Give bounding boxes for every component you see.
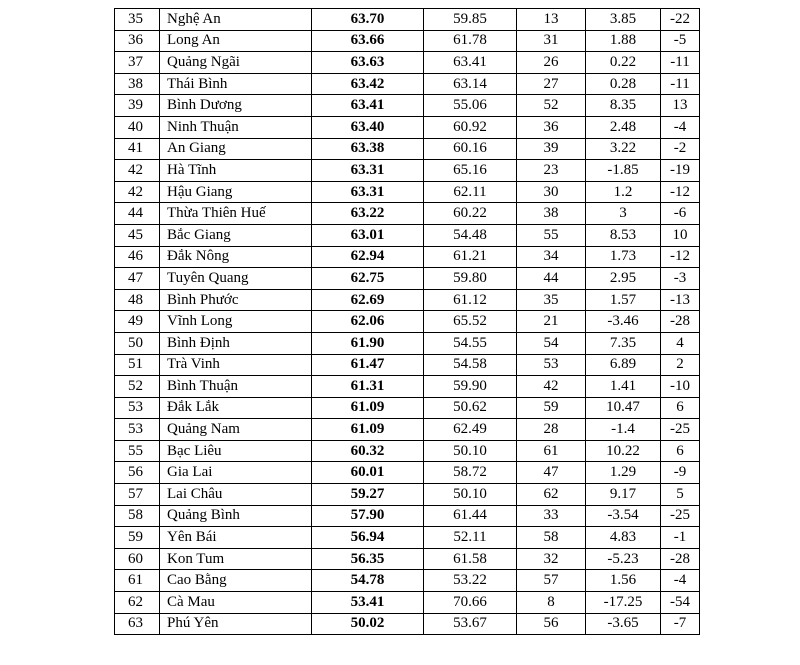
rank-cell: 42 <box>115 160 160 182</box>
table-row <box>115 224 700 246</box>
rank-cell: 53 <box>115 419 160 441</box>
rank-change-cell: 6 <box>661 397 700 419</box>
rank-cell: 46 <box>115 246 160 268</box>
table-row <box>115 181 700 203</box>
score-change-cell: 9.17 <box>586 484 661 506</box>
score-cell: 63.42 <box>312 73 424 95</box>
table-row <box>115 354 700 376</box>
score-change-cell: -1.85 <box>586 160 661 182</box>
rank-change-cell: -13 <box>661 289 700 311</box>
province-name-cell: Kon Tum <box>160 548 312 570</box>
province-name-cell: Quảng Ngãi <box>160 52 312 74</box>
rank-change-cell: -4 <box>661 570 700 592</box>
score-cell: 61.09 <box>312 397 424 419</box>
table-row <box>115 484 700 506</box>
score-cell: 63.41 <box>312 95 424 117</box>
previous-score-cell: 50.10 <box>424 440 517 462</box>
previous-rank-cell: 26 <box>517 52 586 74</box>
table-row <box>115 138 700 160</box>
rank-change-cell: -4 <box>661 116 700 138</box>
rank-cell: 53 <box>115 397 160 419</box>
province-name-cell: An Giang <box>160 138 312 160</box>
province-name-cell: Hậu Giang <box>160 181 312 203</box>
previous-score-cell: 53.67 <box>424 613 517 635</box>
table-row <box>115 52 700 74</box>
score-cell: 53.41 <box>312 592 424 614</box>
score-cell: 54.78 <box>312 570 424 592</box>
previous-score-cell: 61.58 <box>424 548 517 570</box>
rank-change-cell: 6 <box>661 440 700 462</box>
score-change-cell: 7.35 <box>586 332 661 354</box>
previous-score-cell: 52.11 <box>424 527 517 549</box>
province-name-cell: Phú Yên <box>160 613 312 635</box>
score-change-cell: 10.47 <box>586 397 661 419</box>
province-name-cell: Gia Lai <box>160 462 312 484</box>
previous-score-cell: 59.85 <box>424 9 517 31</box>
rank-cell: 52 <box>115 376 160 398</box>
previous-score-cell: 50.62 <box>424 397 517 419</box>
province-name-cell: Bạc Liêu <box>160 440 312 462</box>
previous-score-cell: 61.21 <box>424 246 517 268</box>
table-body <box>115 9 700 635</box>
rank-cell: 56 <box>115 462 160 484</box>
province-name-cell: Bắc Giang <box>160 224 312 246</box>
previous-rank-cell: 47 <box>517 462 586 484</box>
previous-score-cell: 61.12 <box>424 289 517 311</box>
score-cell: 63.31 <box>312 181 424 203</box>
table-row <box>115 203 700 225</box>
previous-score-cell: 65.52 <box>424 311 517 333</box>
previous-score-cell: 63.41 <box>424 52 517 74</box>
rank-cell: 35 <box>115 9 160 31</box>
rank-cell: 40 <box>115 116 160 138</box>
score-cell: 50.02 <box>312 613 424 635</box>
table-row <box>115 246 700 268</box>
table-row <box>115 116 700 138</box>
rank-cell: 59 <box>115 527 160 549</box>
previous-rank-cell: 30 <box>517 181 586 203</box>
score-cell: 61.47 <box>312 354 424 376</box>
score-change-cell: 2.48 <box>586 116 661 138</box>
score-cell: 59.27 <box>312 484 424 506</box>
previous-score-cell: 60.16 <box>424 138 517 160</box>
previous-score-cell: 63.14 <box>424 73 517 95</box>
rank-cell: 38 <box>115 73 160 95</box>
table-row <box>115 376 700 398</box>
rank-change-cell: -1 <box>661 527 700 549</box>
rank-change-cell: 13 <box>661 95 700 117</box>
province-name-cell: Hà Tĩnh <box>160 160 312 182</box>
province-name-cell: Đắk Nông <box>160 246 312 268</box>
table-row <box>115 440 700 462</box>
table-row <box>115 95 700 117</box>
province-name-cell: Cao Bằng <box>160 570 312 592</box>
previous-rank-cell: 44 <box>517 268 586 290</box>
score-cell: 62.94 <box>312 246 424 268</box>
province-name-cell: Thừa Thiên Huế <box>160 203 312 225</box>
province-name-cell: Đắk Lắk <box>160 397 312 419</box>
score-cell: 63.63 <box>312 52 424 74</box>
rank-change-cell: -54 <box>661 592 700 614</box>
province-name-cell: Ninh Thuận <box>160 116 312 138</box>
table-row <box>115 505 700 527</box>
province-name-cell: Cà Mau <box>160 592 312 614</box>
province-name-cell: Nghệ An <box>160 9 312 31</box>
rank-change-cell: -3 <box>661 268 700 290</box>
score-change-cell: 10.22 <box>586 440 661 462</box>
score-cell: 60.01 <box>312 462 424 484</box>
table-row <box>115 570 700 592</box>
table-row <box>115 462 700 484</box>
rank-cell: 55 <box>115 440 160 462</box>
score-cell: 62.69 <box>312 289 424 311</box>
rank-change-cell: -28 <box>661 548 700 570</box>
score-change-cell: -3.65 <box>586 613 661 635</box>
score-change-cell: 3.22 <box>586 138 661 160</box>
province-name-cell: Trà Vinh <box>160 354 312 376</box>
score-cell: 63.66 <box>312 30 424 52</box>
table-row <box>115 30 700 52</box>
previous-rank-cell: 31 <box>517 30 586 52</box>
previous-rank-cell: 53 <box>517 354 586 376</box>
previous-rank-cell: 8 <box>517 592 586 614</box>
province-name-cell: Lai Châu <box>160 484 312 506</box>
previous-score-cell: 53.22 <box>424 570 517 592</box>
rank-change-cell: -22 <box>661 9 700 31</box>
rank-cell: 49 <box>115 311 160 333</box>
table-row <box>115 613 700 635</box>
previous-score-cell: 59.80 <box>424 268 517 290</box>
previous-score-cell: 55.06 <box>424 95 517 117</box>
previous-score-cell: 59.90 <box>424 376 517 398</box>
rank-change-cell: 5 <box>661 484 700 506</box>
score-change-cell: 8.35 <box>586 95 661 117</box>
previous-score-cell: 70.66 <box>424 592 517 614</box>
score-cell: 63.40 <box>312 116 424 138</box>
score-change-cell: 1.57 <box>586 289 661 311</box>
previous-rank-cell: 54 <box>517 332 586 354</box>
previous-rank-cell: 21 <box>517 311 586 333</box>
score-cell: 63.70 <box>312 9 424 31</box>
score-change-cell: 4.83 <box>586 527 661 549</box>
rank-cell: 48 <box>115 289 160 311</box>
score-cell: 63.22 <box>312 203 424 225</box>
rank-change-cell: -25 <box>661 505 700 527</box>
previous-score-cell: 61.44 <box>424 505 517 527</box>
province-name-cell: Bình Định <box>160 332 312 354</box>
score-cell: 62.75 <box>312 268 424 290</box>
previous-score-cell: 62.49 <box>424 419 517 441</box>
rank-cell: 36 <box>115 30 160 52</box>
score-cell: 60.32 <box>312 440 424 462</box>
rank-change-cell: -11 <box>661 52 700 74</box>
score-change-cell: 1.73 <box>586 246 661 268</box>
province-name-cell: Long An <box>160 30 312 52</box>
previous-rank-cell: 23 <box>517 160 586 182</box>
table-row <box>115 311 700 333</box>
table-row <box>115 592 700 614</box>
table-row <box>115 419 700 441</box>
previous-rank-cell: 42 <box>517 376 586 398</box>
rank-change-cell: -5 <box>661 30 700 52</box>
rank-change-cell: -2 <box>661 138 700 160</box>
rank-cell: 41 <box>115 138 160 160</box>
rank-cell: 51 <box>115 354 160 376</box>
rank-change-cell: -10 <box>661 376 700 398</box>
rank-cell: 63 <box>115 613 160 635</box>
rank-change-cell: -6 <box>661 203 700 225</box>
score-change-cell: -17.25 <box>586 592 661 614</box>
score-cell: 62.06 <box>312 311 424 333</box>
previous-rank-cell: 39 <box>517 138 586 160</box>
score-change-cell: 6.89 <box>586 354 661 376</box>
rank-cell: 50 <box>115 332 160 354</box>
rank-change-cell: -19 <box>661 160 700 182</box>
previous-rank-cell: 55 <box>517 224 586 246</box>
rank-change-cell: -12 <box>661 181 700 203</box>
province-name-cell: Thái Bình <box>160 73 312 95</box>
score-cell: 63.31 <box>312 160 424 182</box>
previous-rank-cell: 52 <box>517 95 586 117</box>
table-row <box>115 332 700 354</box>
previous-rank-cell: 35 <box>517 289 586 311</box>
score-change-cell: 1.56 <box>586 570 661 592</box>
table-row <box>115 9 700 31</box>
previous-rank-cell: 33 <box>517 505 586 527</box>
province-name-cell: Tuyên Quang <box>160 268 312 290</box>
province-name-cell: Yên Bái <box>160 527 312 549</box>
table-row <box>115 397 700 419</box>
previous-score-cell: 65.16 <box>424 160 517 182</box>
province-name-cell: Quảng Nam <box>160 419 312 441</box>
score-change-cell: -1.4 <box>586 419 661 441</box>
province-name-cell: Quảng Bình <box>160 505 312 527</box>
table-row <box>115 268 700 290</box>
previous-rank-cell: 59 <box>517 397 586 419</box>
score-change-cell: 1.29 <box>586 462 661 484</box>
previous-rank-cell: 56 <box>517 613 586 635</box>
rank-change-cell: -11 <box>661 73 700 95</box>
previous-rank-cell: 58 <box>517 527 586 549</box>
score-cell: 61.31 <box>312 376 424 398</box>
rank-change-cell: -12 <box>661 246 700 268</box>
score-cell: 57.90 <box>312 505 424 527</box>
previous-score-cell: 58.72 <box>424 462 517 484</box>
rank-cell: 58 <box>115 505 160 527</box>
rank-cell: 44 <box>115 203 160 225</box>
previous-score-cell: 60.22 <box>424 203 517 225</box>
score-change-cell: 1.41 <box>586 376 661 398</box>
score-change-cell: 3.85 <box>586 9 661 31</box>
previous-score-cell: 54.48 <box>424 224 517 246</box>
rank-cell: 37 <box>115 52 160 74</box>
previous-rank-cell: 62 <box>517 484 586 506</box>
previous-score-cell: 54.58 <box>424 354 517 376</box>
previous-rank-cell: 27 <box>517 73 586 95</box>
table-row <box>115 289 700 311</box>
previous-score-cell: 50.10 <box>424 484 517 506</box>
score-change-cell: 1.2 <box>586 181 661 203</box>
score-change-cell: 8.53 <box>586 224 661 246</box>
table-row <box>115 160 700 182</box>
rank-cell: 39 <box>115 95 160 117</box>
rank-cell: 60 <box>115 548 160 570</box>
score-change-cell: -3.54 <box>586 505 661 527</box>
rank-change-cell: 4 <box>661 332 700 354</box>
province-name-cell: Bình Thuận <box>160 376 312 398</box>
rank-cell: 57 <box>115 484 160 506</box>
previous-rank-cell: 61 <box>517 440 586 462</box>
score-change-cell: -5.23 <box>586 548 661 570</box>
score-change-cell: 0.22 <box>586 52 661 74</box>
province-name-cell: Bình Dương <box>160 95 312 117</box>
previous-rank-cell: 32 <box>517 548 586 570</box>
previous-rank-cell: 38 <box>517 203 586 225</box>
previous-rank-cell: 13 <box>517 9 586 31</box>
score-cell: 61.09 <box>312 419 424 441</box>
previous-score-cell: 60.92 <box>424 116 517 138</box>
score-cell: 63.01 <box>312 224 424 246</box>
table-row <box>115 548 700 570</box>
previous-rank-cell: 36 <box>517 116 586 138</box>
rank-cell: 61 <box>115 570 160 592</box>
table-row <box>115 73 700 95</box>
previous-score-cell: 54.55 <box>424 332 517 354</box>
rank-change-cell: -25 <box>661 419 700 441</box>
score-cell: 56.94 <box>312 527 424 549</box>
rank-change-cell: -9 <box>661 462 700 484</box>
score-cell: 56.35 <box>312 548 424 570</box>
score-change-cell: -3.46 <box>586 311 661 333</box>
province-ranking-table <box>114 8 700 635</box>
rank-cell: 62 <box>115 592 160 614</box>
score-cell: 63.38 <box>312 138 424 160</box>
score-change-cell: 1.88 <box>586 30 661 52</box>
province-name-cell: Vĩnh Long <box>160 311 312 333</box>
previous-rank-cell: 57 <box>517 570 586 592</box>
rank-change-cell: 10 <box>661 224 700 246</box>
score-change-cell: 3 <box>586 203 661 225</box>
rank-cell: 42 <box>115 181 160 203</box>
score-cell: 61.90 <box>312 332 424 354</box>
previous-score-cell: 61.78 <box>424 30 517 52</box>
previous-score-cell: 62.11 <box>424 181 517 203</box>
score-change-cell: 2.95 <box>586 268 661 290</box>
rank-change-cell: -7 <box>661 613 700 635</box>
province-name-cell: Bình Phước <box>160 289 312 311</box>
rank-change-cell: -28 <box>661 311 700 333</box>
previous-rank-cell: 28 <box>517 419 586 441</box>
rank-cell: 45 <box>115 224 160 246</box>
rank-cell: 47 <box>115 268 160 290</box>
previous-rank-cell: 34 <box>517 246 586 268</box>
score-change-cell: 0.28 <box>586 73 661 95</box>
rank-change-cell: 2 <box>661 354 700 376</box>
table-row <box>115 527 700 549</box>
